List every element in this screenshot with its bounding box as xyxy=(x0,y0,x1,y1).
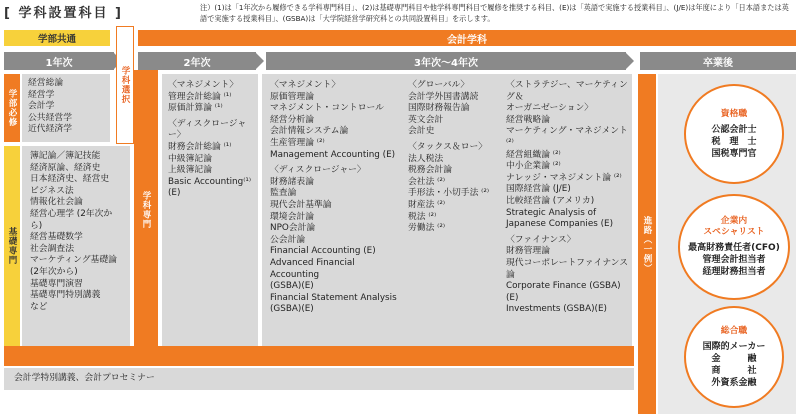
bottom-box xyxy=(4,368,634,390)
career-item: 商 社 xyxy=(711,365,757,376)
course-item: など xyxy=(30,301,48,312)
career-item: 公認会計士 xyxy=(711,124,757,135)
course-item: 公共経営学 xyxy=(28,112,72,123)
course-item: Strategic Analysis of xyxy=(506,207,597,218)
col-b-global-head: 〈グローバル〉 xyxy=(408,80,470,90)
col-c-finance-head: 〈ファイナンス〉 xyxy=(506,234,576,245)
course-item: 税務会計論 xyxy=(408,165,452,176)
course-item: 経営組織論 ⁽²⁾ xyxy=(506,149,561,160)
header-common: 学部共通 xyxy=(4,30,110,46)
career-circle-2 xyxy=(678,194,790,300)
course-item: 会社法 ⁽²⁾ xyxy=(408,176,446,187)
course-item: 経営総論 xyxy=(28,78,64,88)
header-year34: 3年次〜4年次 xyxy=(266,52,626,70)
career-item: 経理財務担当者 xyxy=(702,267,766,277)
bottom-orange-bar xyxy=(4,346,634,366)
course-item: 簿記論／簿記技能 xyxy=(30,151,101,161)
course-item: 公会計論 xyxy=(270,234,306,245)
course-item: 基礎専門特別講義 xyxy=(30,290,101,301)
course-item: 法人税法 xyxy=(408,153,444,164)
course-item: 現代会計基準論 xyxy=(270,199,332,210)
career-item: 税 理 士 xyxy=(711,136,757,147)
career-2-title xyxy=(703,216,764,238)
year2-box xyxy=(162,74,258,346)
header-accounting: 会計学科 xyxy=(138,30,796,46)
course-item: 会計情報システム論 xyxy=(270,126,349,137)
course-item: 会計史 xyxy=(408,126,435,137)
course-item: 監査論 xyxy=(270,188,297,199)
course-item: 税法 ⁽²⁾ xyxy=(408,211,437,222)
label-dept-major: 学科専門 xyxy=(141,191,151,229)
course-item: 日本経済史、経営史 xyxy=(30,174,110,185)
course-item: Advanced Financial Accounting xyxy=(270,257,355,280)
career-item: 金 融 xyxy=(711,353,757,364)
course-item: 原価計算論 ⁽¹⁾ xyxy=(168,103,223,114)
label-basic: 基礎専門 xyxy=(4,146,20,346)
career-item: 国税専門官 xyxy=(711,148,757,159)
col-b xyxy=(408,80,508,235)
course-item: 環境会計論 xyxy=(270,211,314,222)
course-item: Japanese Companies (E) xyxy=(506,219,614,230)
course-item: マーケティング・マネジメント ⁽²⁾ xyxy=(506,126,628,148)
legend-note: 注）(1)は「1年次から履修できる学科専門科目」、(2)は基礎専門科目や他学科専門科目で履修を推奨する科目、(E)は「英語で実施する授業科目」、(J/E)は年度により「日本語または英語で実施する授業科目」、(GSBA)は「大学院経営学研究科との共同設置科目」を示します。 xyxy=(200,3,789,23)
course-item: マーケティング基礎論 xyxy=(30,255,117,266)
course-item: 手形法・小切手法 ⁽²⁾ xyxy=(408,188,490,199)
career-2-title-line: スペシャリスト xyxy=(703,227,765,237)
label-dept-elective: 学科選択 xyxy=(116,26,134,144)
header-graduation: 卒業後 xyxy=(640,52,796,70)
course-item: ナレッジ・マネジメント論 ⁽²⁾ xyxy=(506,172,622,183)
course-item: 原価管理論 xyxy=(270,91,314,102)
course-item: 国際財務報告論 xyxy=(408,103,470,114)
course-item: 経営戦略論 xyxy=(506,114,550,125)
course-item: (2年次から) xyxy=(30,266,78,277)
course-item: 国際経営論 (J/E) xyxy=(506,184,571,195)
course-item: 財務会計総論 ⁽¹⁾ xyxy=(168,141,232,152)
course-item: 経営心理学 (2年次から) xyxy=(30,208,113,231)
course-item: 近代経済学 xyxy=(28,124,72,135)
course-item: 管理会計総論 ⁽¹⁾ xyxy=(168,91,232,102)
course-item: NPO会計論 xyxy=(270,223,316,234)
career-item: 外資系金融 xyxy=(711,377,757,388)
course-item: 中小企業論 ⁽²⁾ xyxy=(506,161,561,172)
career-circle-3 xyxy=(684,306,784,408)
header-year2: 2年次 xyxy=(138,52,256,70)
career-2-title-line: 企業内 xyxy=(720,216,748,226)
course-item: 財産法 ⁽²⁾ xyxy=(408,199,446,210)
course-item: Basic Accounting⁽¹⁾(E) xyxy=(168,176,252,199)
col-a-disclosure-head: 〈ディスクロージャー〉 xyxy=(270,165,366,176)
header-year1: 1年次 xyxy=(4,52,114,70)
page-title: [ 学科設置科目 ] xyxy=(4,6,123,21)
course-item: (GSBA)(E) xyxy=(270,281,314,292)
course-item: Corporate Finance (GSBA)(E) xyxy=(506,281,621,303)
course-item: 経営分析論 xyxy=(270,114,314,125)
year1-basic-box xyxy=(22,146,130,346)
course-item: 会計学外国書講読 xyxy=(408,91,479,102)
course-item: 経済原論、経済史 xyxy=(30,162,101,173)
career-1-title: 資格職 xyxy=(720,108,748,119)
course-item: 労働法 ⁽²⁾ xyxy=(408,223,446,234)
course-item: 会計学 xyxy=(28,101,55,112)
career-item: 国際的メーカー xyxy=(702,341,766,352)
course-item: 生産管理論 ⁽²⁾ xyxy=(270,137,325,148)
course-item: ビジネス法 xyxy=(30,185,74,196)
course-item: Financial Statement Analysis xyxy=(270,292,397,303)
career-circle-1 xyxy=(684,84,784,184)
career-item: 管理会計担当者 xyxy=(702,255,766,265)
col-a xyxy=(270,80,406,316)
course-item: 社会調査法 xyxy=(30,243,74,254)
course-item: Investments (GSBA)(E) xyxy=(506,304,607,315)
col-b-tax-head: 〈タックス＆ロー〉 xyxy=(408,141,488,152)
course-item: 中級簿記論 xyxy=(168,153,212,164)
course-item: (GSBA)(E) xyxy=(270,304,314,315)
course-item: 現代コーポレートファイナンス論 xyxy=(506,257,629,280)
career-3-title: 総合職 xyxy=(720,325,748,336)
course-item: マネジメント・コントロール xyxy=(270,103,384,114)
course-item: 経営学 xyxy=(28,89,55,100)
career-item: 最高財務責任者(CFO) xyxy=(688,243,780,253)
course-item: Management Accounting (E) xyxy=(270,149,396,160)
arrow-year2 xyxy=(256,53,264,69)
course-item: 基礎専門演習 xyxy=(30,278,83,289)
bottom-text: 会計学特別講義、会計プロセミナー xyxy=(14,373,155,383)
col-c-strategy-head: 〈ストラテジー、マーケティング＆ xyxy=(506,80,628,102)
course-item: 経営基礎数学 xyxy=(30,232,83,243)
course-item: 比較経営論 (アメリカ) xyxy=(506,195,595,206)
label-career: 進路（一例） xyxy=(638,74,656,414)
course-item: 英文会計 xyxy=(408,114,444,125)
course-item: 上級簿記論 xyxy=(168,165,212,176)
col-a-management-head: 〈マネジメント〉 xyxy=(270,80,341,90)
course-item: 財務諸表論 xyxy=(270,176,314,187)
col-c xyxy=(506,80,632,316)
course-item: Financial Accounting (E) xyxy=(270,246,376,257)
course-item: 情報化社会論 xyxy=(30,197,83,208)
col-c-strategy-head2: オーガニゼーション〉 xyxy=(506,103,594,114)
arrow-year34 xyxy=(626,53,634,69)
course-item: 財務管理論 xyxy=(506,246,550,257)
label-required: 学部必修 xyxy=(4,74,20,142)
year2-disclosure-head: 〈ディスクロージャー〉 xyxy=(168,118,247,141)
year1-required-box xyxy=(22,74,110,142)
year2-management-head: 〈マネジメント〉 xyxy=(168,80,239,90)
